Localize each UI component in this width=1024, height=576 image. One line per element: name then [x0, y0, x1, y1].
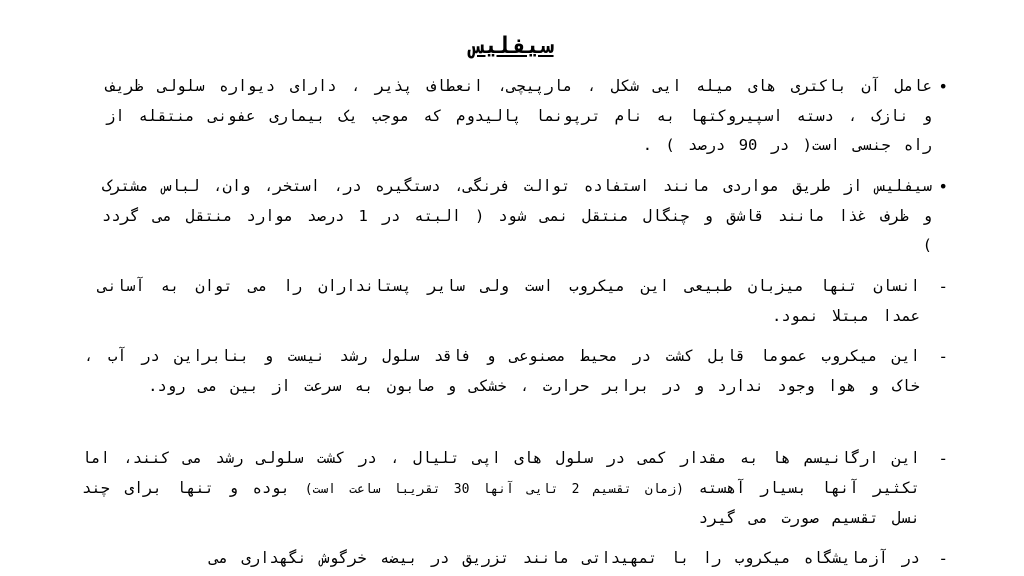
slide-title: سیفلیس	[470, 33, 554, 59]
bullet-marker: •	[938, 77, 948, 96]
dash-marker: -	[938, 347, 948, 366]
bullet-text-1: عامل آن باکتری های میله ایی شکل ، مارپیچی، انعطاف پذیر ، دارای دیواره سلولی ظریف و نازک ، دسته اسپیروکتها به نام ترپونما پالیدوم که موجب یک بیماری عفونی منتقله از راه جنسی است( در 90 درصد ) .	[106, 77, 932, 154]
dash-text-3-part-2: بوده و تنها برای چند نسل تقسیم صورت می گیرد	[82, 478, 920, 527]
dash-text-3-part-1: این ارگانیسم ها به مقدار کمی در سلول های اپی تلیال ، در کشت سلولی رشد می کنند، اما تکثیر آنها بسیار آهسته	[82, 449, 921, 497]
dash-marker: -	[938, 277, 948, 296]
dash-marker: -	[938, 449, 948, 468]
bullet-marker: •	[938, 177, 948, 196]
dash-text-3-parenthetical: (زمان تقسیم 2 تایی آنها 30 تقریبا ساعت است)	[304, 481, 684, 497]
dash-text-4: در آزمایشگاه میکروب را با تمهیداتی مانند تزریق در بیضه خرگوش نگهداری می	[209, 549, 920, 567]
dash-text-1: انسان تنها میزبان طبیعی این میکروب است ولی سایر پستانداران را می توان به آسانی عمدا مبتلا نمود.	[98, 277, 920, 325]
dash-text-3	[82, 444, 920, 534]
bullet-text-2: سیفلیس از طریق مواردی مانند استفاده توالت فرنگی، دستگیره در، استخر، وان، لباس مشترک و ظرف غذا مانند قاشق و چنگال منتقل نمی شود ( البته در 1 درصد موارد منتقل می گردد )	[102, 177, 933, 254]
dash-text-2: این میکروب عموما قابل کشت در محیط مصنوعی و فاقد سلول رشد نیست و بنابراین در آب ، خاک و هوا وجود ندارد و در برابر حرارت ، خشکی و صابون به سرعت از بین می رود.	[84, 347, 920, 395]
dash-marker: -	[938, 549, 948, 568]
